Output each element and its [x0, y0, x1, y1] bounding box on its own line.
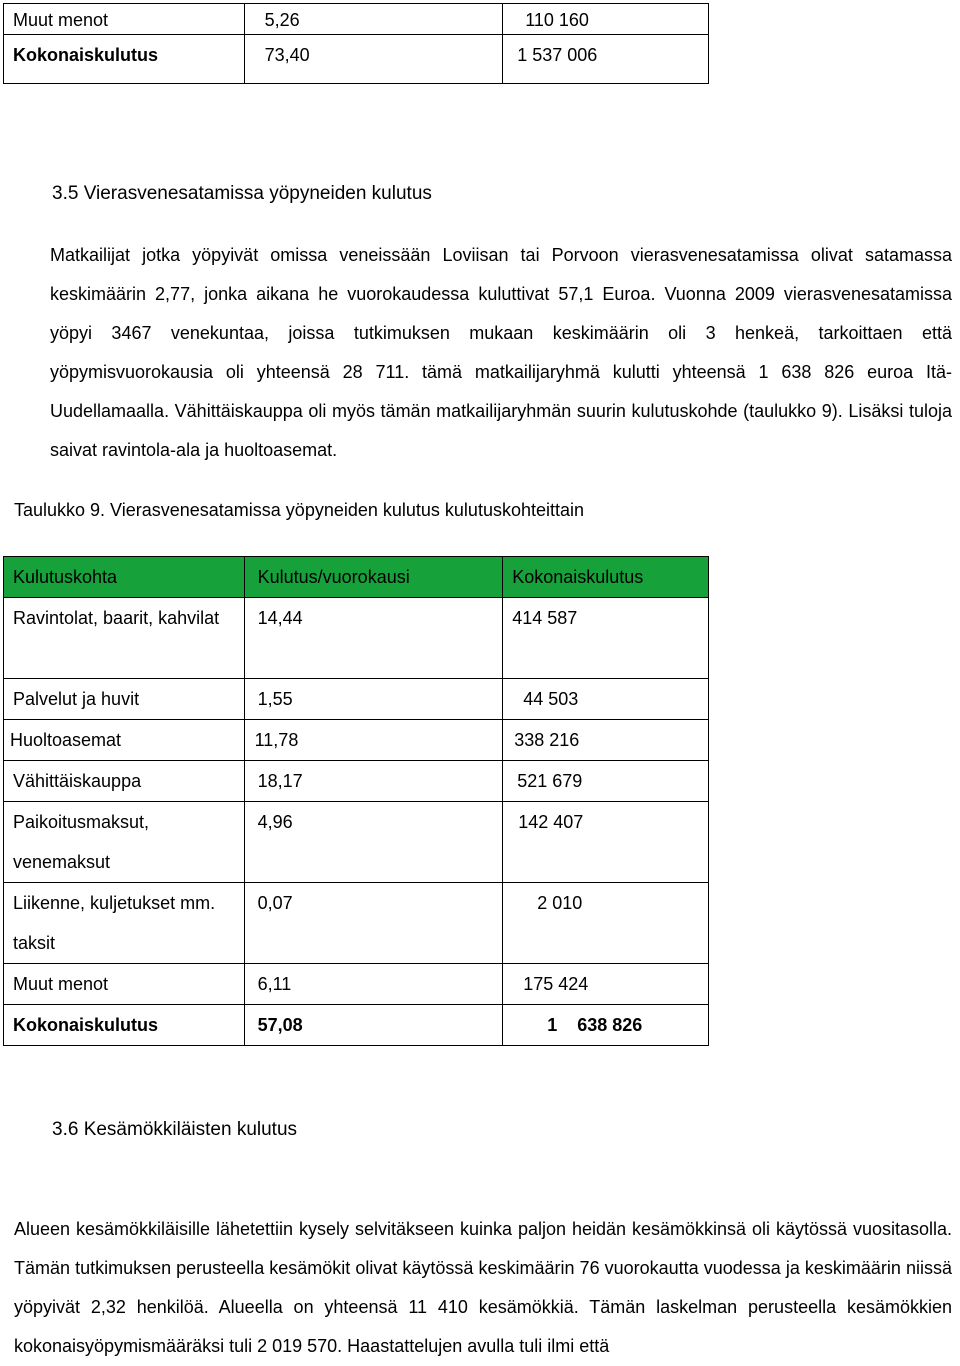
table-cell: Huoltoasemat — [4, 720, 245, 761]
table-cell: 11,78 — [244, 720, 503, 761]
previous-table — [3, 3, 709, 84]
table-cell: 18,17 — [244, 761, 503, 802]
table-cell: 0,07 — [244, 883, 503, 964]
table-cell: Palvelut ja huvit — [4, 679, 245, 720]
table-cell: Muut menot — [4, 964, 245, 1005]
consumption-table — [3, 556, 709, 1046]
section-paragraph-3-5: Matkailijat jotka yöpyivät omissa veneissään Loviisan tai Porvoon vierasvenesatamissa olivat satamassa keskimäärin 2,77, jonka aikana he vuorokaudessa kuluttivat 57,1 Euroa. Vuonna 2009 vierasvenesatamissa yöpyi 3467 venekuntaa, joissa tutkimuksen mukaan keskimäärin oli 3 henkeä, tarkoittaen että yöpymisvuorokausia oli yhteensä 28 711. tämä matkailijaryhmä kulutti yhteensä 1 638 826 euroa Itä-Uudellamaalla. Vähittäiskauppa oli myös tämän matkailijaryhmän suurin kulutuskohde (taulukko 9). Lisäksi tuloja saivat ravintola-ala ja huoltoasemat. — [50, 245, 952, 460]
table-row — [4, 4, 709, 35]
table-cell: 414 587 — [503, 598, 709, 679]
table-cell: 1 537 006 — [503, 35, 709, 84]
table-row-total — [4, 35, 709, 84]
table-row — [4, 720, 709, 761]
table-cell: Ravintolat, baarit, kahvilat — [4, 598, 245, 679]
table-cell: Vähittäiskauppa — [4, 761, 245, 802]
table-cell: 521 679 — [503, 761, 709, 802]
table-cell: Liikenne, kuljetukset mm. taksit — [4, 883, 245, 964]
table-cell: 57,08 — [244, 1005, 503, 1046]
section-heading-3-5: 3.5 Vierasvenesatamissa yöpyneiden kulutus — [52, 183, 432, 204]
column-header: Kokonaiskulutus — [503, 557, 709, 598]
table-cell: 4,96 — [244, 802, 503, 883]
section-paragraph-3-6: Alueen kesämökkiläisille lähetettiin kysely selvitäkseen kuinka paljon heidän kesämökkinsä oli käytössä vuositasolla. Tämän tutkimuksen perusteella kesämökit olivat käytössä keskimäärin 76 vuorokautta vuodessa ja keskimäärin niissä yöpyivät 2,32 henkilöä. Alueella on yhteensä 11 410 kesämökkiä. Tämän laskelman perusteella kesämökkien kokonaisyöpymismääräksi tuli 2 019 570. Haastattelujen avulla tuli ilmi että — [14, 1219, 952, 1356]
column-header: Kulutus/vuorokausi — [244, 557, 503, 598]
column-header: Kulutuskohta — [4, 557, 245, 598]
table-cell: Muut menot — [4, 4, 245, 35]
table-cell: 338 216 — [503, 720, 709, 761]
table-cell: 5,26 — [244, 4, 503, 35]
table-row — [4, 883, 709, 964]
table-cell: 1,55 — [244, 679, 503, 720]
section-heading-3-6: 3.6 Kesämökkiläisten kulutus — [52, 1119, 298, 1140]
table-cell: 44 503 — [503, 679, 709, 720]
table-row — [4, 679, 709, 720]
table-row — [4, 761, 709, 802]
table-cell: 2 010 — [503, 883, 709, 964]
table-header-row — [4, 557, 709, 598]
table-cell: Kokonaiskulutus — [4, 35, 245, 84]
table-cell: 73,40 — [244, 35, 503, 84]
table-cell: Paikoitusmaksut, venemaksut — [4, 802, 245, 883]
table-cell: Kokonaiskulutus — [4, 1005, 245, 1046]
table-cell: 110 160 — [503, 4, 709, 35]
table-cell: 142 407 — [503, 802, 709, 883]
table-cell: 6,11 — [244, 964, 503, 1005]
table-row — [4, 964, 709, 1005]
table-row — [4, 598, 709, 679]
table-row — [4, 802, 709, 883]
table-cell: 175 424 — [503, 964, 709, 1005]
table-cell: 14,44 — [244, 598, 503, 679]
table-caption: Taulukko 9. Vierasvenesatamissa yöpyneiden kulutus kulutuskohteittain — [14, 500, 585, 520]
table-cell: 1 638 826 — [503, 1005, 709, 1046]
table-row-total — [4, 1005, 709, 1046]
